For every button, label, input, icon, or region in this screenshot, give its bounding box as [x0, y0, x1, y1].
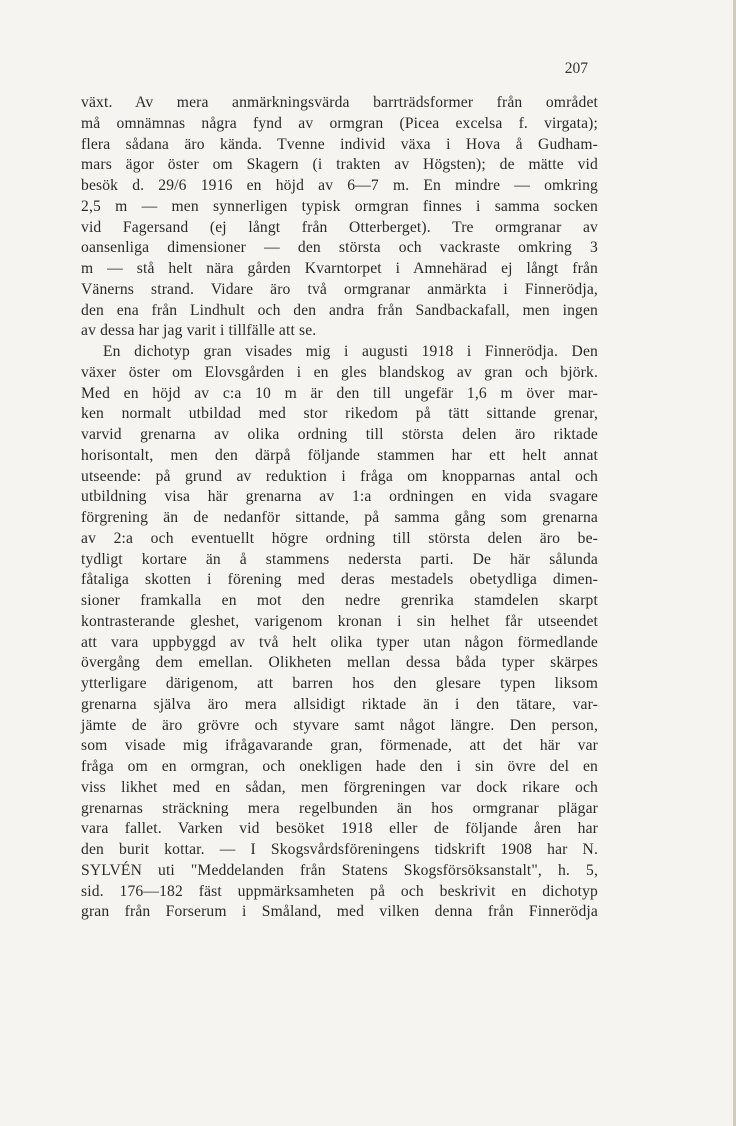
text-line: fåtaliga skotten i förening med deras mestadels obetydliga dimen-: [81, 571, 598, 589]
text-line: utseende: på grund av reduktion i fråga om knopparnas antal och: [81, 467, 598, 485]
text-line: m — stå helt nära gården Kvarntorpet i Amnehärad ej långt från: [81, 260, 598, 277]
text-line: fråga om en ormgran, och onekligen hade den i sin övre del en: [81, 758, 598, 775]
text-line: ken normalt utbildad med stor rikedom på tätt sittande grenar,: [81, 405, 598, 423]
text-line: gran från Forserum i Småland, med vilken denna från Finnerödja: [81, 903, 598, 921]
text-line: viss likhet med en sådan, men förgreningen var dock rikare och: [81, 778, 598, 796]
text-line: SYLVÉN uti "Meddelanden från Statens Skogsförsöksanstalt", h. 5,: [81, 861, 598, 879]
text-line: varvid grenarna av olika ordning till största delen äro riktade: [81, 426, 598, 443]
text-line: En dichotyp gran visades mig i augusti 1918 i Finnerödja. Den: [103, 343, 598, 360]
text-line: kontrasterande gleshet, varigenom kronan i sin helhet får utseendet: [81, 612, 598, 630]
text-line: må omnämnas några fynd av ormgran (Picea excelsa f. virgata);: [81, 114, 598, 132]
text-line: av dessa har jag varit i tillfälle att se.: [81, 322, 317, 340]
text-line: förgrening än de nedanför sittande, på samma gång som grenarna: [81, 509, 598, 526]
text-line: grenarna själva äro mera allsidigt riktade än i den tätare, var-: [81, 695, 598, 713]
text-line: utbildning visa här grenarna av 1:a ordningen en vida svagare: [81, 488, 598, 506]
body-text: [81, 93, 598, 923]
text-line: Med en höjd av c:a 10 m är den till ungefär 1,6 m över mar-: [81, 384, 598, 402]
text-line: ytterligare därigenom, att barren hos den glesare typen liksom: [81, 675, 598, 692]
text-line: vara fallet. Varken vid besöket 1918 eller de följande åren har: [81, 820, 598, 838]
text-line: flera sådana äro kända. Tvenne individ växa i Hova å Gudham-: [81, 135, 598, 153]
text-line: av 2:a och eventuellt högre ordning till största delen äro be-: [81, 529, 598, 547]
page-number: 207: [564, 60, 588, 77]
text-line: växer öster om Elovsgården i en gles blandskog av gran och björk.: [81, 363, 598, 381]
text-line: Vänerns strand. Vidare äro två ormgranar anmärkta i Finnerödja,: [81, 280, 598, 298]
text-line: besök d. 29/6 1916 en höjd av 6—7 m. En mindre — omkring: [81, 177, 598, 194]
text-line: övergång dem emellan. Olikheten mellan dessa båda typer skärpes: [81, 654, 598, 672]
text-line: jämte de äro grövre och styvare samt något längre. Den person,: [81, 716, 598, 734]
text-line: horisontalt, men den därpå följande stammen har ett helt annat: [81, 446, 598, 464]
text-line: vid Fagersand (ej långt från Otterberget). Tre ormgranar av: [81, 218, 598, 236]
text-line: oansenliga dimensioner — den största och vackraste omkring 3: [81, 239, 598, 257]
text-line: grenarnas sträckning mera regelbunden än hos ormgranar plägar: [81, 799, 598, 817]
text-line: växt. Av mera anmärkningsvärda barrträdsformer från området: [81, 94, 598, 111]
text-line: sid. 176—182 fäst uppmärksamheten på och beskrivit en dichotyp: [81, 882, 598, 900]
text-line: tydligt kortare än å stammens nedersta parti. De här sålunda: [81, 550, 598, 568]
text-line: den ena från Lindhult och den andra från Sandbackafall, men ingen: [81, 301, 598, 319]
text-line: mars ägor öster om Skagern (i trakten av Högsten); de mätte vid: [81, 156, 598, 174]
text-line: 2,5 m — men synnerligen typisk ormgran finnes i samma socken: [81, 197, 598, 215]
text-line: att vara uppbyggd av två helt olika typer utan någon förmedlande: [81, 633, 598, 651]
text-line: som visade mig ifrågavarande gran, förmenade, att det här var: [81, 737, 598, 755]
text-line: den burit kottar. — I Skogsvårdsföreningens tidskrift 1908 har N.: [81, 841, 598, 858]
text-line: sioner framkalla en mot den nedre grenrika stamdelen skarpt: [81, 592, 598, 609]
